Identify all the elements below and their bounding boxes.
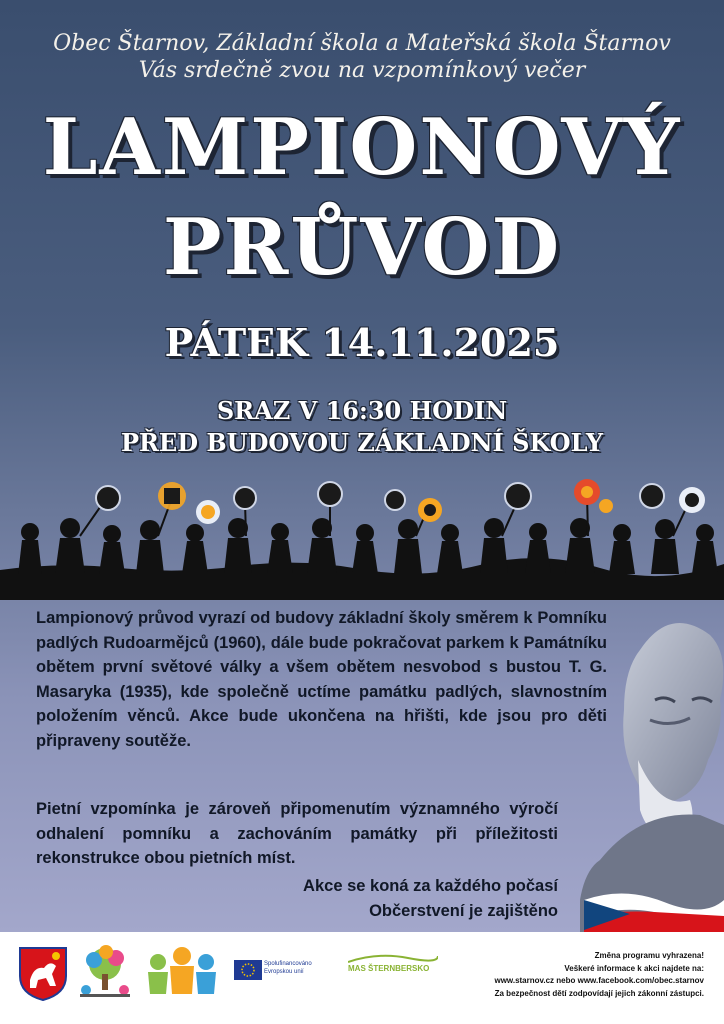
footer-note: www.starnov.cz nebo www.facebook.com/obec.starnov	[494, 976, 704, 986]
description-paragraph: Lampionový průvod vyrazí od budovy základní školy směrem k Pomníku padlých Rudoarmějců (1960), dále bude pokračovat parkem k Památníku obětem první světové války a všem obětem nesvobod s bustou T. G. Masaryka (1935), kde společně uctíme památku padlých, slavnostním položením věnců. Akce bude ukončena na hřišti, kde jsou pro děti připraveny soutěže.	[36, 609, 607, 750]
eu-cofinanced-label	[264, 960, 312, 976]
footer-notes	[494, 950, 704, 1000]
title-line-2: PRŮVOD	[162, 202, 562, 293]
eu-label-line-1: Spolufinancováno	[264, 961, 312, 967]
mas-sternbersko-label: MAS ŠTERNBERSKO	[348, 964, 430, 973]
kindergarten-kids-logo	[142, 944, 224, 1004]
footer-note: Změna programu vyhrazena!	[594, 951, 704, 960]
invite-line-2: Vás srdečně zvou na vzpomínkový večer	[138, 58, 586, 83]
starnov-coat-of-arms-logo	[18, 946, 68, 1002]
refreshment-note: Občerstvení je zajištěno	[369, 902, 558, 920]
lantern-procession-silhouette	[0, 470, 724, 600]
eu-label-line-2: Evropskou unií	[264, 969, 304, 975]
weather-note: Akce se koná za každého počasí	[303, 877, 558, 895]
invite-line-1: Obec Štarnov, Základní škola a Mateřská škola Štarnov	[53, 31, 671, 56]
masaryk-bust-image	[580, 610, 724, 932]
eu-flag-logo	[234, 960, 262, 980]
footer	[0, 932, 724, 1024]
meeting-place: PŘED BUDOVOU ZÁKLADNÍ ŠKOLY	[120, 428, 604, 457]
event-date: PÁTEK 14.11.2025	[164, 320, 560, 365]
title-line-1: LAMPIONOVÝ	[42, 102, 682, 193]
czech-flag-image	[584, 890, 724, 932]
lanterns	[96, 479, 705, 524]
footer-note: Veškeré informace k akci najdete na:	[564, 963, 704, 973]
mas-sternbersko-swoosh	[348, 952, 438, 964]
footer-note: Za bezpečnost dětí zodpovídají jejich zákonní zástupci.	[494, 988, 704, 998]
school-tree-logo	[72, 944, 138, 1002]
commemoration-paragraph: Pietní vzpomínka je zároveň připomenutím významného výročí odhalení pomníku a zachováním památky při příležitosti rekonstrukce obou pietních míst.	[36, 800, 558, 868]
meeting-time: SRAZ V 16:30 HODIN	[216, 396, 508, 425]
